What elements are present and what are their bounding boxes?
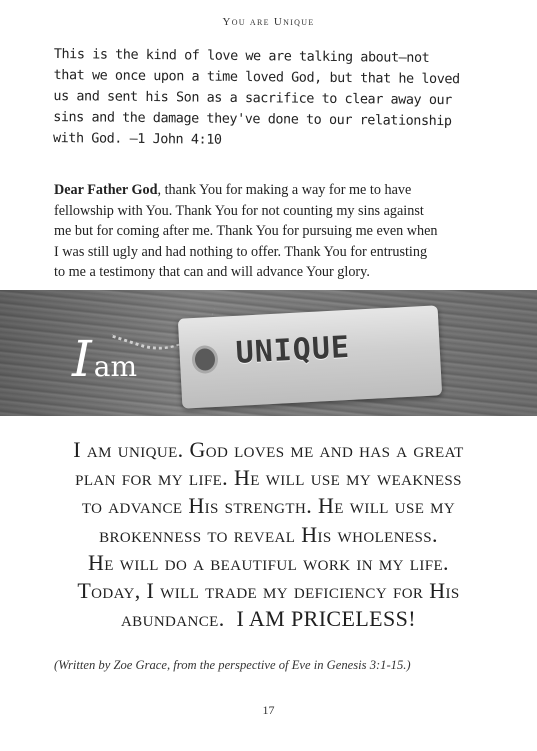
tag-stamped-text: UNIQUE [234, 329, 351, 371]
scripture-line: This is the kind of love we are talking about—not [53, 46, 430, 66]
declaration-line: I am unique. God loves me and has a great [73, 437, 464, 462]
declaration-line: brokenness to reveal His wholeness. [99, 521, 438, 547]
prayer-paragraph [54, 180, 494, 283]
declaration-line: Today, I will trade my deficiency for His [77, 578, 460, 604]
i-letter: I [72, 330, 92, 388]
prayer-line: to me a testimony that can and will advance Your glory. [54, 264, 370, 281]
prayer-line: me but for coming after me. Thank You for pursuing me even when [54, 223, 438, 240]
prayer-line: , thank You for making a way for me to have [157, 182, 412, 198]
scripture-line: sins and the damage they've done to our relationship [53, 109, 452, 130]
declaration-line: abundance. [120, 606, 225, 632]
i-am-unique-banner [0, 290, 537, 416]
scripture-quote [53, 44, 494, 154]
page-number: 17 [262, 703, 275, 717]
scripture-line: us and sent his Son as a sacrifice to clear away our [53, 88, 452, 109]
declaration-line: He will do a beautiful work in my life. [88, 549, 449, 575]
declaration-line: to advance His strength. He will use my [81, 493, 456, 519]
tag-hole [191, 345, 218, 374]
declaration-line: plan for my life. He will use my weakness [75, 465, 462, 491]
scripture-line: that we once upon a time loved God, but that he loved [53, 67, 460, 88]
running-head: You are Unique [222, 16, 315, 28]
prayer-lead: Dear Father God [54, 182, 158, 198]
priceless-statement: I AM PRICELESS! [236, 606, 417, 632]
prayer-first-line [54, 180, 494, 201]
scripture-line: with God. —1 John 4:10 [52, 130, 222, 148]
prayer-line: I was still ugly and had nothing to offer. Thank You for entrusting [54, 243, 428, 260]
attribution: (Written by Zoe Grace, from the perspective of Eve in Genesis 3:1-15.) [54, 658, 411, 672]
i-am-heading [72, 330, 137, 388]
prayer-line: fellowship with You. Thank You for not counting my sins against [54, 202, 424, 219]
declaration-last-line [30, 605, 507, 633]
unique-dog-tag [178, 305, 442, 408]
declaration [30, 436, 507, 633]
am-word: am [93, 350, 138, 383]
